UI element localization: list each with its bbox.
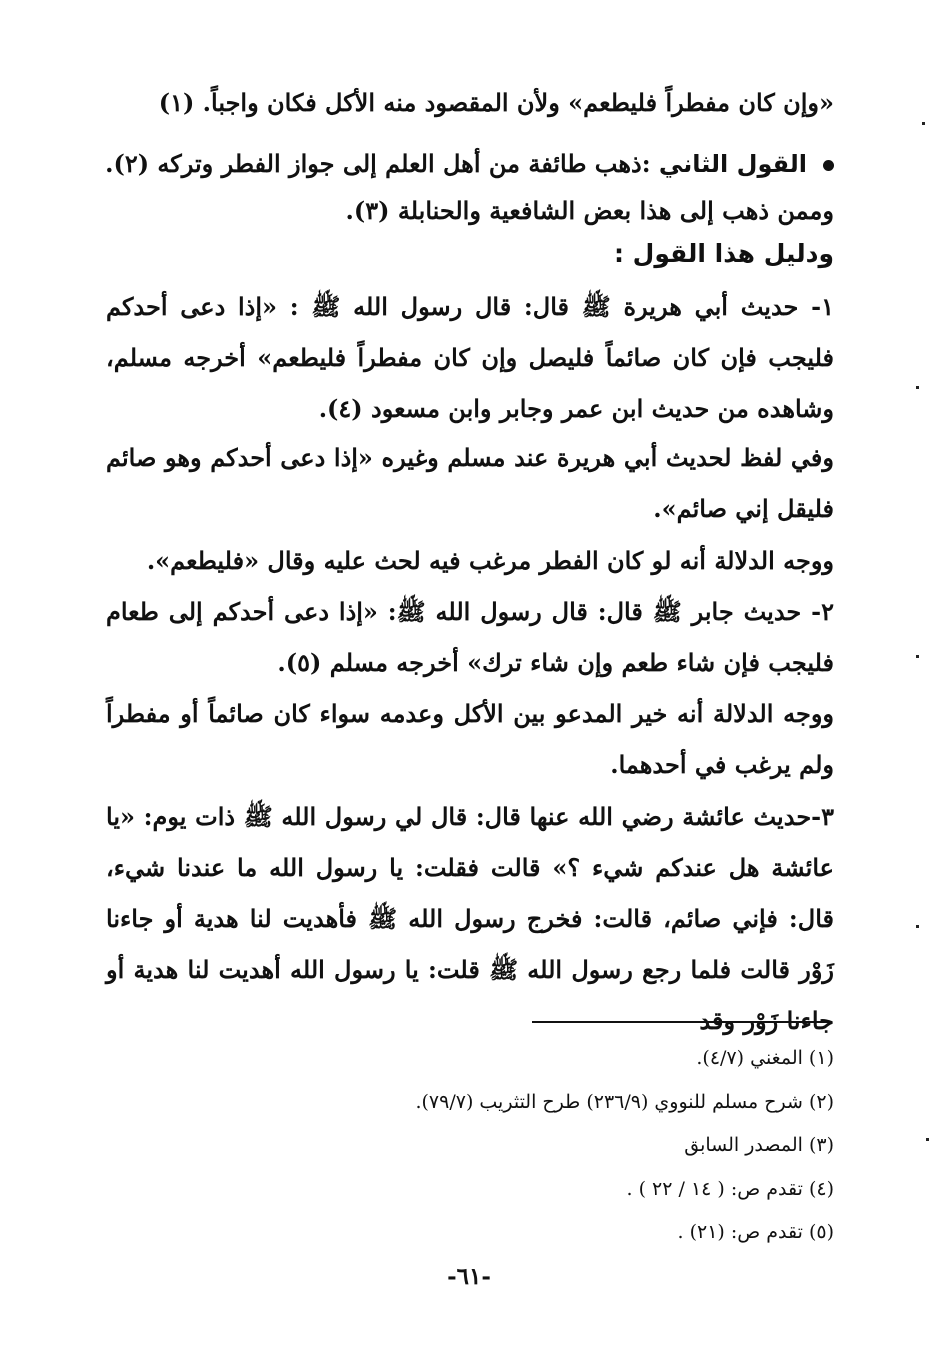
footnote-5: (٥) تقدم ص: (٢١) .	[677, 1221, 834, 1243]
paragraph-evidence-one: ووجه الدلالة أنه لو كان الفطر مرغب فيه لحث عليه وقال «فليطعم».	[146, 546, 834, 575]
footnote-3: (٣) المصدر السابق	[684, 1134, 834, 1156]
followers-line: وممن ذهب إلى هذا بعض الشافعية والحنابلة (٣).	[345, 196, 834, 225]
second-opinion-text: :ذهب طائفة من أهل العلم إلى جواز الفطر وتركه (٢).	[105, 149, 659, 178]
second-opinion-label: القول الثاني	[658, 150, 807, 178]
scan-mark	[926, 1138, 929, 1141]
scan-mark	[922, 122, 925, 125]
intro-line: «وإن كان مفطراً فليطعم» ولأن المقصود منه الأكل فكان واجباً. (١)	[158, 88, 834, 117]
bullet-icon	[823, 160, 834, 171]
second-opinion-line	[105, 147, 834, 181]
footnote-1: (١) المغني (٤/٧).	[696, 1047, 834, 1069]
footnote-2: (٢) شرح مسلم للنووي (٢٣٦/٩) طرح التثريب (٧٩/٧).	[415, 1091, 834, 1113]
page-number: -٦١-	[447, 1263, 491, 1290]
footnote-4: (٤) تقدم ص: ( ١٤ / ٢٢ ) .	[626, 1178, 834, 1200]
paragraph-jabir: ٢- حديث جابر ﷺ قال: قال رسول الله ﷺ: «إذا دعى أحدكم إلى طعام فليجب فإن شاء طعم وإن شاء ترك» أخرجه مسلم (٥).	[106, 597, 834, 677]
scan-mark	[916, 925, 919, 928]
scan-mark	[916, 386, 919, 389]
paragraph-abu-hurairah-variant: وفي لفظ لحديث أبي هريرة عند مسلم وغيره «إذا دعى أحدكم وهو صائم فليقل إني صائم».	[106, 443, 834, 523]
paragraph-evidence-two: ووجه الدلالة أنه خير المدعو بين الأكل وعدمه سواء كان صائماً أو مفطراً ولم يرغب في أحدهما.	[106, 699, 834, 779]
paragraph-aisha: ٣-حديث عائشة رضي الله عنها قال: قال لي رسول الله ﷺ ذات يوم: «يا عائشة هل عندكم شيء ؟» قالت فقلت: يا رسول الله ما عندنا شيء، قال: فإني صائم، قالت: فخرج رسول الله ﷺ فأهديت لنا هدية أو جاءنا زَوْر قالت فلما رجع رسول الله ﷺ قلت: يا رسول الله أهديت لنا هدية أو جاءنا زَوْر وقد	[106, 802, 834, 1035]
footnote-divider	[532, 1021, 832, 1023]
section-heading: ودليل هذا القول :	[613, 239, 834, 268]
scan-mark	[916, 655, 919, 658]
paragraph-abu-hurairah: ١- حديث أبي هريرة ﷺ قال: قال رسول الله ﷺ : «إذا دعى أحدكم فليجب فإن كان صائماً فليصل وإن كان مفطراً فليطعم» أخرجه مسلم، وشاهده من حديث ابن عمر وجابر وابن مسعود (٤).	[106, 292, 834, 423]
